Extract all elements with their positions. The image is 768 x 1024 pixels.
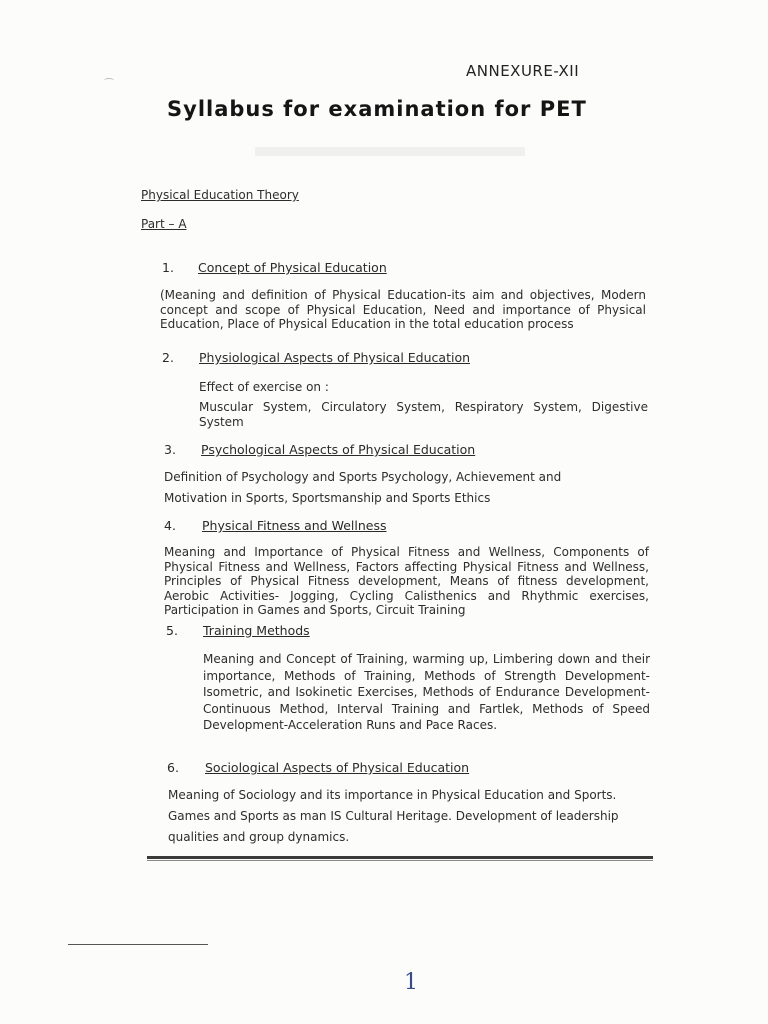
section-text: (Meaning and definition of Physical Education-its aim and objectives, Modern concept and scope of Physical Education, Need and importance of Physical Education, Place of Physical Education in the total education process: [160, 288, 646, 331]
footnote-line: [68, 944, 208, 945]
section-number: 2.: [162, 350, 174, 365]
section-heading: Concept of Physical Education: [198, 260, 387, 275]
section-heading: Physiological Aspects of Physical Education: [199, 350, 471, 365]
section-heading: Physical Fitness and Wellness: [202, 518, 387, 533]
section-number: 4.: [164, 518, 176, 533]
part-heading: Part – A: [141, 217, 187, 231]
section-text: Muscular System, Circulatory System, Respiratory System, Digestive System: [199, 400, 648, 429]
document-title: Syllabus for examination for PET: [167, 97, 587, 121]
section-number: 1.: [162, 260, 174, 275]
section-text: Meaning and Importance of Physical Fitness and Wellness, Components of Physical Fitness and Wellness, Factors affecting Physical Fitness and Wellness, Principles of Physical Fitness development, Means of fitness development, Aerobic Activities- Jogging, Cycling Calisthenics and Rhythmic exercises, Participation in Games and Sports, Circuit Training: [164, 545, 649, 617]
section-number: 3.: [164, 442, 176, 457]
section-heading: Sociological Aspects of Physical Education: [205, 760, 470, 775]
scan-speck: [104, 78, 114, 83]
annexure-label: ANNEXURE-XII: [466, 62, 580, 80]
section-intro: Effect of exercise on :: [199, 380, 329, 394]
section-heading: Training Methods: [203, 623, 310, 638]
section-number: 6.: [167, 760, 179, 775]
horizontal-rule-shadow: [147, 860, 653, 861]
page-number: 1: [404, 970, 418, 995]
bleed-through-mark: [255, 147, 525, 156]
section-text: Meaning of Sociology and its importance in Physical Education and Sports. Games and Sports as man IS Cultural Heritage. Development of leadership qualities and group dynamics.: [168, 788, 619, 844]
section-number: 5.: [166, 623, 178, 638]
section-text: Definition of Psychology and Sports Psychology, Achievement and Motivation in Sports, Sportsmanship and Sports Ethics: [164, 470, 562, 505]
horizontal-rule: [147, 856, 653, 859]
subject-heading: Physical Education Theory: [141, 188, 299, 202]
section-heading: Psychological Aspects of Physical Education: [201, 442, 476, 457]
section-text: Meaning and Concept of Training, warming up, Limbering down and their importance, Methods of Training, Methods of Strength Development-Isometric, and Isokinetic Exercises, Methods of Endurance Development-Continuous Method, Interval Training and Fartlek, Methods of Speed Development-Acceleration Runs and Pace Races.: [203, 652, 650, 732]
